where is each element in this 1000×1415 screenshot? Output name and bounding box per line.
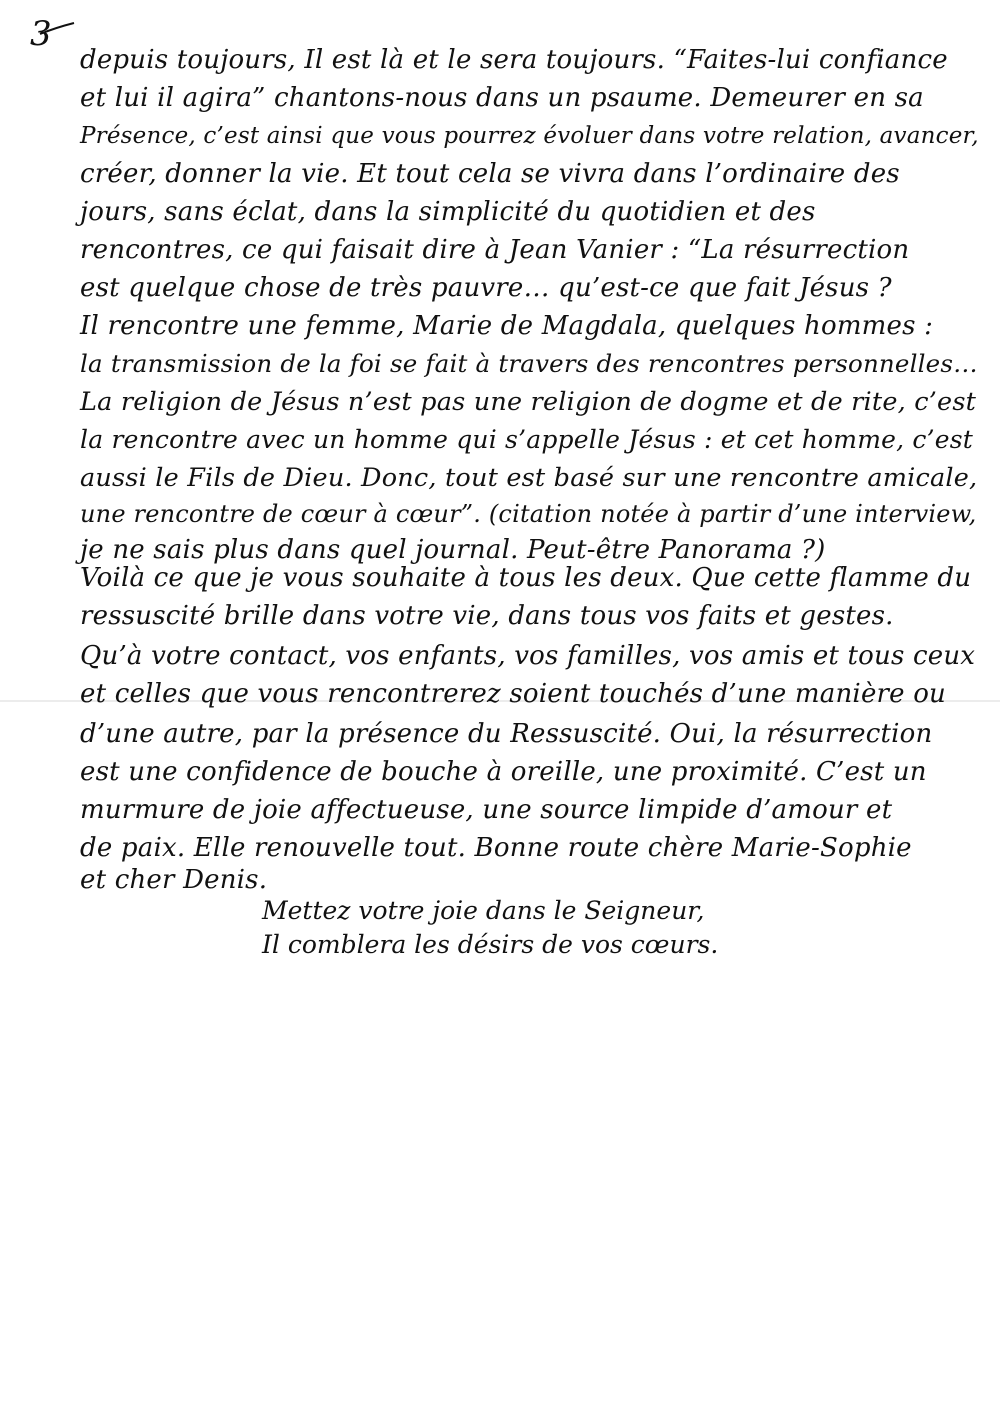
text-line: est quelque chose de très pauvre… qu’est-ce que fait Jésus ? bbox=[80, 273, 892, 303]
text-line: une rencontre de cœur à cœur”. (citation notée à partir d’une interview, bbox=[80, 500, 977, 528]
text-line: la rencontre avec un homme qui s’appelle Jésus : et cet homme, c’est bbox=[80, 425, 974, 454]
text-line: et lui il agira” chantons-nous dans un psaume. Demeurer en sa bbox=[80, 83, 924, 113]
text-line: créer, donner la vie. Et tout cela se vivra dans l’ordinaire des bbox=[80, 159, 900, 189]
text-line: jours, sans éclat, dans la simplicité du quotidien et des bbox=[80, 197, 816, 227]
text-line: et celles que vous rencontrerez soient touchés d’une manière ou bbox=[80, 679, 947, 709]
text-line: ressuscité brille dans votre vie, dans tous vos faits et gestes. bbox=[80, 601, 894, 631]
closing-line: Il comblera les désirs de vos cœurs. bbox=[262, 930, 719, 959]
text-line: depuis toujours, Il est là et le sera toujours. “Faites-lui confiance bbox=[80, 45, 948, 75]
text-line: Qu’à votre contact, vos enfants, vos familles, vos amis et tous ceux bbox=[80, 641, 976, 671]
closing-line: Mettez votre joie dans le Seigneur, bbox=[262, 896, 705, 925]
text-line: et cher Denis. bbox=[80, 865, 268, 895]
page-number-underline bbox=[36, 20, 76, 38]
text-line: Présence, c’est ainsi que vous pourrez évoluer dans votre relation, avancer, bbox=[80, 123, 979, 149]
page-number: 3 bbox=[30, 14, 52, 54]
text-line: de paix. Elle renouvelle tout. Bonne route chère Marie-Sophie bbox=[80, 833, 912, 863]
text-line: la transmission de la foi se fait à travers des rencontres personnelles… bbox=[80, 349, 978, 378]
text-line: murmure de joie affectueuse, une source limpide d’amour et bbox=[80, 795, 893, 825]
text-line: aussi le Fils de Dieu. Donc, tout est basé sur une rencontre amicale, bbox=[80, 463, 978, 493]
text-line: est une confidence de bouche à oreille, une proximité. C’est un bbox=[80, 757, 927, 787]
text-line: La religion de Jésus n’est pas une religion de dogme et de rite, c’est bbox=[80, 387, 977, 417]
text-line: je ne sais plus dans quel journal. Peut-être Panorama ?) bbox=[80, 535, 826, 565]
text-line: Il rencontre une femme, Marie de Magdala, quelques hommes : bbox=[80, 311, 934, 341]
text-line: d’une autre, par la présence du Ressuscité. Oui, la résurrection bbox=[80, 719, 933, 749]
text-line: rencontres, ce qui faisait dire à Jean Vanier : “La résurrection bbox=[80, 235, 910, 265]
text-line: Voilà ce que je vous souhaite à tous les deux. Que cette flamme du bbox=[80, 563, 972, 593]
